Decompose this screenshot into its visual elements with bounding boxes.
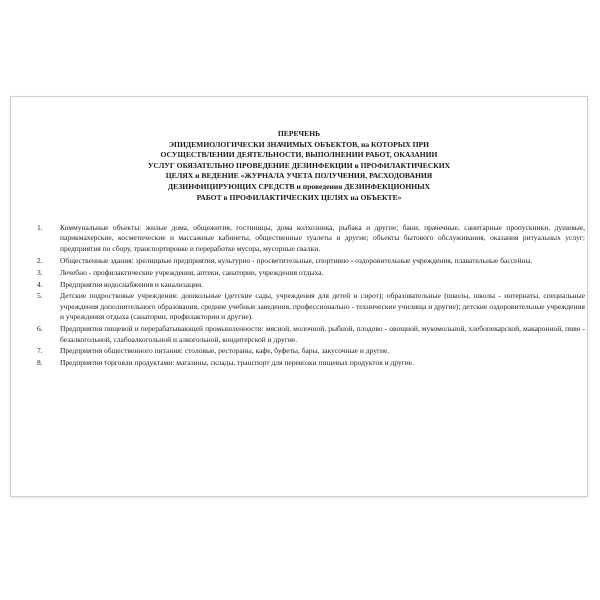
title-line: ПЕРЕЧЕНЬ — [277, 129, 321, 138]
list-item-number: 1. — [37, 223, 43, 232]
list-item-text: Предприятия пищевой и перерабатывающей промышленности: мясной, молочной, рыбной, плодово - овощной, мукомольной, хлебопекарской, макаронной, пиво - безалкогольной, слабоалкогольной и алкогольной, кондитерской и другие. — [60, 324, 585, 344]
title-line: РАБОТ в ПРОФИЛАКТИЧЕСКИХ ЦЕЛЯХ на ОБЪЕКТЕ» — [196, 192, 402, 202]
list-item-text: Коммунальные объекты: жилые дома, общежития, гостиницы, дома колхозника, рыбака и другие; бани, прачечные, санитарные пропускники, душевые, парикмахерские, косметические и массажные кабинеты, общественные туалеты и другие; объекты бытового обслуживания, оказания ритуальных услуг; предприятия по сбору, транспортировке и переработке мусора, мусорные свалки. — [60, 223, 585, 253]
list-item-number: 7. — [37, 346, 43, 356]
title-line: ЦЕЛЯХ и ВЕДЕНИЕ «ЖУРНАЛА УЧЕТА ПОЛУЧЕНИЯ, РАСХОДОВАНИЯ — [165, 171, 433, 181]
list-item-text: Предприятия водоснабжения и канализации. — [60, 279, 204, 289]
title-line: УСЛУГ ОБЯЗАТЕЛЬНО ПРОВЕДЕНИЕ ДЕЗИНФЕКЦИИ в ПРОФИЛАКТИЧЕСКИХ — [147, 160, 451, 170]
title-line: ЭПИДЕМИОЛОГИЧЕСКИ ЗНАЧИМЫХ ОБЪЕКТОВ, на КОТОРЫХ ПРИ — [168, 139, 430, 149]
list-item-number: 5. — [37, 291, 43, 301]
list-item — [37, 324, 585, 345]
objects-list — [37, 223, 585, 370]
list-item — [37, 358, 585, 368]
document-sheet — [10, 96, 588, 497]
list-item-text: Общественные здания: зрелищные предприятия, культурно - просветительные, спортивно - оздоровительные учреждения, плавательные бассейны. — [60, 255, 533, 265]
list-item-text: Лечебно - профилактические учреждения, аптеки, санатории, учреждения отдыха. — [60, 267, 324, 277]
list-item — [37, 291, 585, 322]
document-title — [11, 129, 587, 203]
list-item — [37, 268, 585, 278]
list-item — [37, 223, 585, 254]
title-line: ДЕЗИНФИЦИРУЮЩИХ СРЕДСТВ и проведения ДЕЗИНФЕКЦИОННЫХ — [167, 181, 431, 191]
list-item-number: 3. — [37, 267, 43, 277]
list-item — [37, 256, 585, 266]
list-item-number: 6. — [37, 324, 43, 334]
list-item-number: 4. — [37, 279, 43, 289]
list-item-number: 2. — [37, 255, 43, 265]
list-item-text: Предприятия общественного питания: столовые, рестораны, кафе, буфеты, бары, закусочные и другие. — [60, 346, 390, 356]
list-item-text: Детские подростковые учреждения: дошкольные (детские сады, учреждения для детей и сирот); образовательные (школы, школы - интернаты, специальные учреждения дополнительного образования, средние учебные заведения, профессионально - технические училища и другие); детские оздоровительные учреждения и учреждения отдыха (санатории, профилактории и другие). — [60, 291, 585, 322]
list-item — [37, 346, 585, 356]
list-item — [37, 280, 585, 290]
list-item-text: Предприятия торговли продуктами: магазины, склады, транспорт для перевозки пищевых продуктов и другие. — [60, 358, 415, 368]
list-item-number: 8. — [37, 358, 43, 368]
title-line: ОСУЩЕСТВЛЕНИИ ДЕЯТЕЛЬНОСТИ, ВЫПОЛНЕНИИ РАБОТ, ОКАЗАНИИ — [160, 150, 438, 160]
